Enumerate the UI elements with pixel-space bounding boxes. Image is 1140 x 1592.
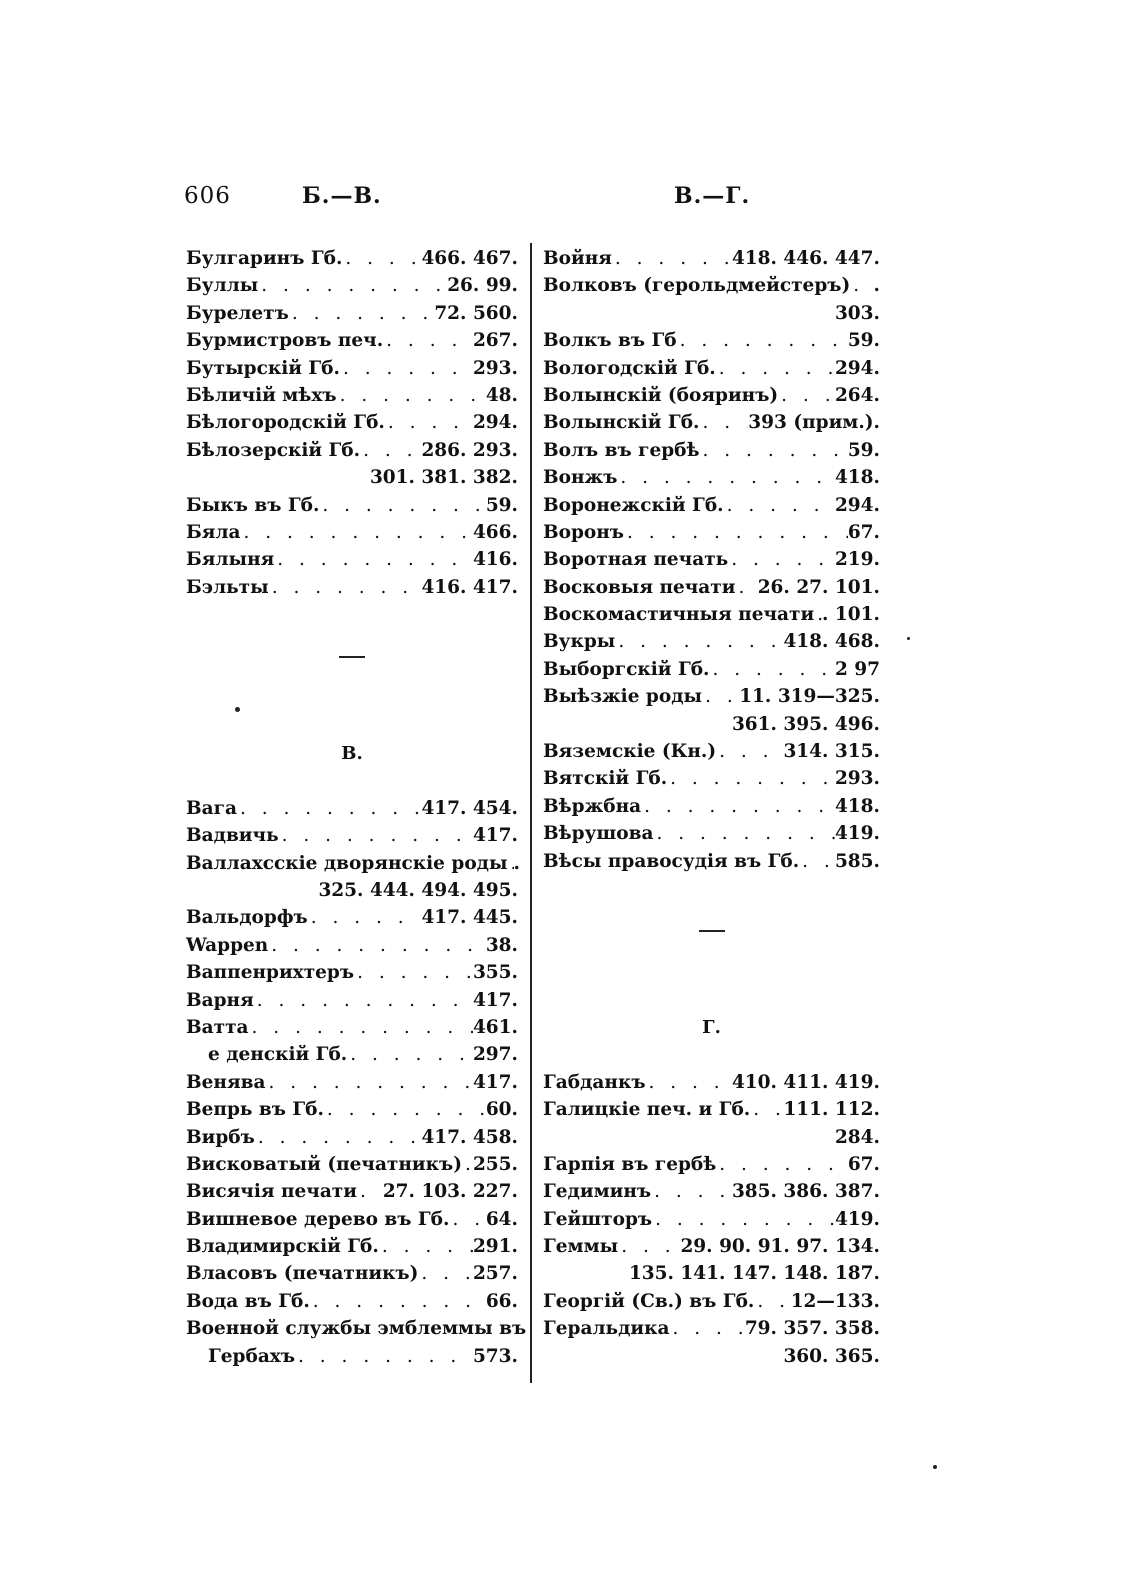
page-refs: 418. 468. — [783, 631, 880, 653]
dot-leader — [249, 1014, 473, 1041]
index-term: Вѣржбна — [543, 795, 642, 817]
index-term: Вятскій Гб. — [543, 768, 668, 790]
dot-leader — [337, 382, 486, 409]
index-term: Георгій (Св.) въ Гб. — [543, 1290, 755, 1312]
dot-leader — [360, 437, 421, 464]
index-entry — [186, 1233, 518, 1260]
index-term: Волковъ (герольдмейстеръ) — [543, 275, 851, 297]
dot-leader — [618, 1233, 680, 1260]
page-refs: 393 (прим.). — [748, 412, 880, 434]
index-entry — [186, 437, 518, 464]
index-entry — [186, 1206, 518, 1233]
index-term: Геральдика — [543, 1318, 670, 1340]
print-speck — [907, 637, 910, 640]
index-entry — [543, 409, 880, 436]
dot-leader — [735, 574, 757, 601]
index-entry — [186, 932, 518, 959]
dot-leader — [357, 1178, 383, 1205]
index-entry — [543, 656, 880, 683]
index-term: Гарпія въ гербѣ — [543, 1153, 717, 1175]
page-refs: 361. 395. 496. — [731, 713, 880, 735]
page-refs: 417. 454. — [421, 797, 518, 819]
dot-leader — [354, 959, 473, 986]
index-entry — [186, 959, 518, 986]
index-entry — [186, 1041, 518, 1068]
dot-leader — [677, 327, 848, 354]
right-index-column — [543, 245, 880, 1370]
index-group-b — [186, 245, 518, 601]
dot-leader — [617, 464, 835, 491]
index-entry — [543, 601, 880, 628]
page-refs: 418. — [834, 467, 880, 489]
index-term: Геммы — [543, 1236, 619, 1258]
dot-leader — [654, 820, 835, 847]
index-term: Бяла — [186, 521, 241, 543]
page-refs: . 101. — [822, 604, 880, 626]
dot-leader — [324, 1096, 486, 1123]
page-refs: 325. 444. 494. 495. — [318, 879, 518, 901]
page-refs: 294. — [472, 412, 518, 434]
page-number: 606 — [184, 183, 231, 209]
page-refs: 410. 411. 419. — [731, 1071, 880, 1093]
index-term: Бурмистровъ печ. — [186, 330, 384, 352]
page-refs: 294. — [834, 494, 880, 516]
index-entry — [543, 1069, 880, 1096]
page-refs: . — [513, 852, 520, 874]
dot-leader — [669, 1315, 744, 1342]
page-refs: 135. 141. 147. 148. 187. — [628, 1263, 880, 1285]
index-continuation — [186, 464, 518, 491]
page-refs: 286. 293. — [421, 439, 518, 461]
page-refs: 418. — [834, 795, 880, 817]
index-entry — [186, 245, 518, 272]
index-entry — [186, 904, 518, 931]
page-refs: 72. 560. — [434, 302, 518, 324]
page-refs: 417. 458. — [421, 1126, 518, 1148]
index-term: Булгаринъ Гб. — [186, 248, 343, 269]
page-refs: 111. 112. — [783, 1099, 880, 1121]
index-entry — [186, 1315, 527, 1342]
index-entry — [543, 437, 880, 464]
index-entry — [543, 1233, 880, 1260]
page-refs: 461. — [472, 1016, 518, 1038]
left-index-column — [186, 245, 527, 1370]
index-entry — [543, 355, 880, 382]
index-term: Воротная печать — [543, 549, 729, 571]
index-entry — [186, 492, 518, 519]
index-term: Выѣзжіе роды — [543, 686, 703, 708]
dot-leader — [716, 1151, 848, 1178]
index-continuation — [543, 711, 880, 738]
index-entry — [543, 327, 880, 354]
index-term: Бялыня — [186, 549, 275, 571]
dot-leader — [310, 1288, 486, 1315]
index-term: Воронежскій Гб. — [543, 494, 724, 516]
page-refs: 418. 446. 447. — [731, 248, 880, 269]
dot-leader — [710, 656, 835, 683]
page-refs: 26. 27. 101. — [757, 576, 880, 598]
index-entry — [543, 546, 880, 573]
dot-leader — [342, 245, 421, 272]
index-term: Бурелетъ — [186, 302, 289, 324]
dot-leader — [254, 987, 473, 1014]
section-letter-g: Г. — [702, 1016, 721, 1038]
dot-leader — [641, 793, 835, 820]
index-entry — [186, 795, 518, 822]
page-refs: 417. 445. — [421, 907, 518, 929]
index-term: Волкъ въ Гб — [543, 330, 677, 352]
dot-leader — [814, 601, 822, 628]
dot-leader — [269, 574, 422, 601]
index-entry — [543, 848, 880, 875]
index-term: Буллы — [186, 275, 259, 297]
page-refs: 355. — [472, 962, 518, 984]
index-group-v — [186, 795, 527, 1370]
index-term: Вага — [186, 797, 237, 819]
index-entry — [186, 327, 518, 354]
index-entry — [543, 464, 880, 491]
dot-leader — [265, 1069, 472, 1096]
dot-leader — [850, 272, 873, 299]
page-refs: 284. — [834, 1126, 880, 1148]
dot-leader — [258, 272, 447, 299]
index-entry — [543, 492, 880, 519]
index-group-g — [543, 1069, 880, 1370]
page-refs: 12—133. — [790, 1290, 880, 1312]
page-refs: 294. — [834, 357, 880, 379]
dot-leader — [651, 1178, 732, 1205]
page-refs: 385. 386. 387. — [731, 1181, 880, 1203]
index-entry — [186, 1288, 518, 1315]
print-speck — [235, 707, 240, 712]
index-entry — [543, 1151, 880, 1178]
index-entry — [543, 382, 880, 409]
page-refs: 416. — [472, 549, 518, 571]
index-term: Вологодскій Гб. — [543, 357, 716, 379]
page-refs: 466. — [472, 521, 518, 543]
index-entry — [543, 793, 880, 820]
index-term: Воронъ — [543, 521, 624, 543]
dot-leader — [295, 1343, 473, 1370]
index-term: Волынскій (бояринъ) — [543, 384, 779, 406]
index-entry — [543, 820, 880, 847]
index-entry — [186, 987, 518, 1014]
dot-leader — [241, 519, 473, 546]
index-continuation — [543, 300, 880, 327]
dot-leader — [750, 1096, 783, 1123]
index-entry — [543, 1206, 880, 1233]
page-refs: 257. — [472, 1263, 518, 1285]
index-term: Гедиминъ — [543, 1181, 652, 1203]
dot-leader — [237, 795, 421, 822]
dot-leader — [308, 904, 422, 931]
page-refs: 264. — [834, 384, 880, 406]
index-term: Бутырскій Гб. — [186, 357, 340, 379]
index-term: Волынскій Гб. — [543, 412, 700, 434]
index-term: Вишневое дерево въ Гб. — [186, 1208, 450, 1230]
page-refs: 293. — [472, 357, 518, 379]
dot-leader — [383, 327, 473, 354]
dot-leader — [728, 546, 835, 573]
dot-leader — [612, 245, 732, 272]
dot-leader — [700, 437, 848, 464]
index-term: Восковыя печати — [543, 576, 736, 598]
page-refs: 2 97 — [834, 658, 880, 680]
index-entry — [186, 300, 518, 327]
page-refs: 360. 365. — [783, 1345, 880, 1367]
dot-leader — [702, 683, 739, 710]
page-refs: 466. 467. — [421, 248, 518, 269]
index-term: Военной службы эмблеммы въ — [186, 1318, 527, 1340]
dot-leader — [652, 1206, 835, 1233]
page-refs: 60. — [485, 1099, 518, 1121]
index-entry — [543, 765, 880, 792]
column-divider — [530, 243, 532, 1383]
index-entry — [186, 519, 518, 546]
dot-leader — [799, 848, 835, 875]
dot-leader — [274, 546, 473, 573]
index-term: Выборгскій Гб. — [543, 658, 710, 680]
index-term: Варня — [186, 989, 254, 1011]
page-refs: 26. 99. — [447, 275, 518, 297]
dot-leader — [716, 738, 783, 765]
index-entry — [186, 1178, 518, 1205]
index-entry — [186, 1151, 518, 1178]
dot-leader — [667, 765, 835, 792]
dot-leader — [778, 382, 835, 409]
index-term: Войня — [543, 248, 612, 269]
index-entry — [186, 1014, 518, 1041]
index-term: Воскомастичныя печати — [543, 604, 815, 626]
index-entry — [543, 1178, 880, 1205]
page-refs: 301. 381. 382. — [369, 467, 518, 489]
page-refs: 417. — [472, 825, 518, 847]
index-entry — [543, 1315, 880, 1342]
dot-leader — [268, 932, 486, 959]
index-entry — [543, 1288, 880, 1315]
dot-leader — [754, 1288, 790, 1315]
index-term: Ваппенрихтеръ — [186, 962, 355, 984]
index-term: Быкъ въ Гб. — [186, 494, 320, 516]
page-refs: 416. 417. — [421, 576, 518, 598]
print-speck — [933, 1465, 937, 1469]
index-continuation — [543, 1343, 880, 1370]
index-entry — [543, 272, 880, 299]
page-refs: 59. — [485, 494, 518, 516]
page-refs: 417. — [472, 1071, 518, 1093]
index-term: Вѣрушова — [543, 823, 654, 845]
index-continuation — [543, 1124, 880, 1151]
index-group-v-continued — [543, 245, 880, 875]
left-running-heading: Б.—В. — [302, 183, 382, 209]
index-term: Висковатый (печатникъ) — [186, 1153, 462, 1175]
index-term: Ватта — [186, 1016, 249, 1038]
index-term: Wappen — [186, 934, 269, 956]
page-refs: 64. — [485, 1208, 518, 1230]
index-entry — [543, 519, 880, 546]
index-term: Вукры — [543, 631, 616, 653]
index-term: Вальдорфъ — [186, 907, 308, 929]
index-continuation — [186, 877, 518, 904]
index-entry — [543, 574, 880, 601]
dot-leader — [379, 1233, 473, 1260]
index-entry — [186, 1096, 518, 1123]
page-refs: 419. — [834, 1208, 880, 1230]
index-entry — [186, 382, 518, 409]
index-entry — [186, 1124, 518, 1151]
dot-leader — [615, 628, 783, 655]
page-refs: 29. 90. 91. 97. 134. — [680, 1236, 880, 1258]
index-term: Волъ въ гербѣ — [543, 439, 700, 461]
index-term: Вирбъ — [186, 1126, 255, 1148]
right-running-heading: В.—Г. — [674, 183, 751, 209]
page-refs: 38. — [485, 934, 518, 956]
page-refs: 293. — [834, 768, 880, 790]
page-refs: 67. — [847, 521, 880, 543]
index-term: е денскій Гб. — [208, 1044, 348, 1066]
index-entry — [186, 272, 518, 299]
page-refs: 585. — [834, 850, 880, 872]
index-entry — [186, 546, 518, 573]
page-refs: 291. — [472, 1236, 518, 1258]
page-refs: 419. — [834, 823, 880, 845]
index-entry — [543, 738, 880, 765]
section-letter-v: В. — [341, 743, 363, 765]
page-refs: 79. 357. 358. — [744, 1318, 880, 1340]
dot-leader — [385, 409, 473, 436]
index-entry — [186, 850, 518, 877]
dot-leader — [724, 492, 835, 519]
index-term: Вепрь въ Гб. — [186, 1099, 324, 1121]
dot-leader — [340, 355, 473, 382]
page-refs: 314. 315. — [783, 741, 880, 763]
index-term: Вяземскіе (Кн.) — [543, 741, 717, 763]
index-term: Габданкъ — [543, 1071, 646, 1093]
dot-leader — [319, 492, 485, 519]
dot-leader — [289, 300, 434, 327]
page-refs: 27. 103. 227. — [382, 1181, 518, 1203]
dot-leader — [279, 822, 473, 849]
dot-leader — [347, 1041, 473, 1068]
page-refs: 67. — [847, 1153, 880, 1175]
page-refs: 417. — [472, 989, 518, 1011]
index-term: Бэльты — [186, 576, 269, 598]
index-entry — [186, 409, 518, 436]
index-term: Бѣлозерскій Гб. — [186, 439, 361, 461]
index-continuation — [543, 1260, 880, 1287]
index-entry — [543, 1096, 880, 1123]
index-term: Бѣлогородскій Гб. — [186, 412, 385, 434]
index-term: Висячія печати — [186, 1181, 357, 1203]
index-term: Венява — [186, 1071, 266, 1093]
page-refs: 11. 319—325. — [739, 686, 880, 708]
dot-leader — [418, 1260, 473, 1287]
page-refs: 66. — [485, 1290, 518, 1312]
dot-leader — [255, 1124, 422, 1151]
page-refs: 573. — [472, 1345, 518, 1367]
index-entry — [186, 1260, 518, 1287]
index-entry — [186, 1343, 518, 1370]
index-entry — [186, 822, 518, 849]
dot-leader — [462, 1151, 473, 1178]
page-refs: 267. — [472, 330, 518, 352]
index-term: Гербахъ — [208, 1345, 296, 1367]
page-refs: 48. — [485, 384, 518, 406]
index-term: Вадвичь — [186, 825, 279, 847]
page-refs: 297. — [472, 1044, 518, 1066]
page-refs: 59. — [847, 439, 880, 461]
index-term: Вонжъ — [543, 467, 618, 489]
index-entry — [186, 574, 518, 601]
index-term: Владимирскій Гб. — [186, 1236, 379, 1258]
index-entry — [543, 683, 880, 710]
index-entry — [543, 628, 880, 655]
index-term: Валлахсскіе дворянскіе роды — [186, 852, 508, 874]
page-refs: . — [873, 275, 880, 297]
index-term: Бѣличій мѣхъ — [186, 384, 337, 406]
index-term: Власовъ (печатникъ) — [186, 1263, 419, 1285]
page-refs: 219. — [834, 549, 880, 571]
index-term: Гейшторъ — [543, 1208, 653, 1230]
index-entry — [186, 355, 518, 382]
index-entry — [543, 245, 880, 272]
page-refs: 255. — [472, 1153, 518, 1175]
index-term: Вѣсы правосудія въ Гб. — [543, 850, 800, 872]
dot-leader — [646, 1069, 732, 1096]
index-term: Вода въ Гб. — [186, 1290, 310, 1312]
page-refs: 303. — [834, 302, 880, 324]
page-refs: 59. — [847, 330, 880, 352]
dot-leader — [699, 409, 748, 436]
dot-leader — [716, 355, 835, 382]
dot-leader — [449, 1206, 485, 1233]
index-entry — [186, 1069, 518, 1096]
index-term: Галицкіе печ. и Гб. — [543, 1099, 751, 1121]
dot-leader — [624, 519, 848, 546]
